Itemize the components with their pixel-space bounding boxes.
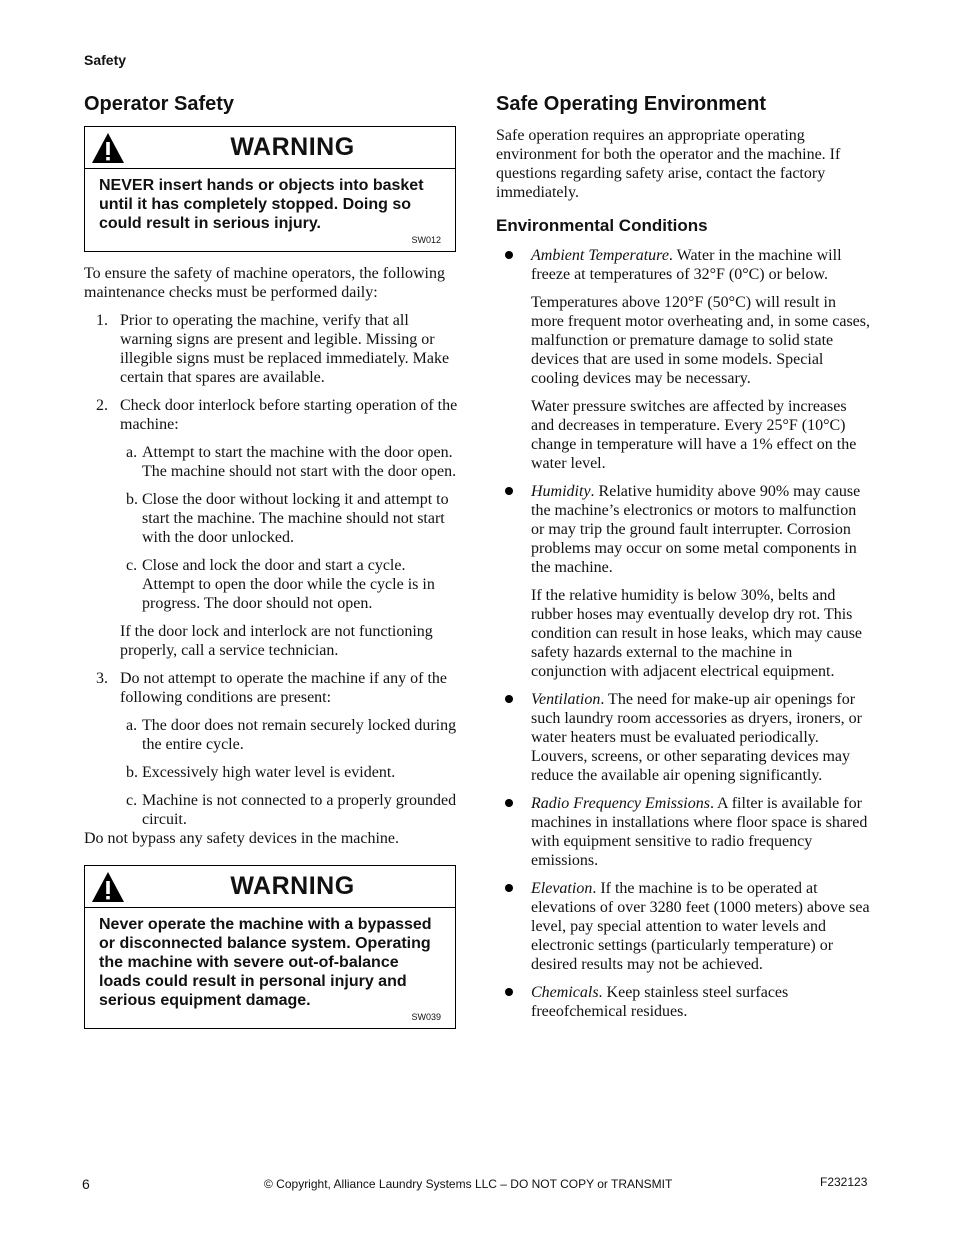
sub-list-item: [120, 763, 459, 782]
sub-list-letter: b.: [126, 491, 138, 508]
list-number: 2.: [96, 397, 108, 414]
condition-text: . If the machine is to be operated at elevations of over 3280 feet (1000 meters) above sea level, pay special attention to water levels and electronic settings (particularly temperature) or desired results may not be achieved.: [531, 880, 870, 973]
environment-intro: Safe operation requires an appropriate operating environment for both the operator and the machine. If questions regarding safety arise, contact the factory immediately.: [496, 127, 841, 201]
condition-term: Ambient Temperature: [531, 247, 669, 264]
bullet-icon: [505, 988, 513, 996]
list-item-text: Do not attempt to operate the machine if any of the following conditions are present:: [120, 670, 447, 706]
sub-list: [120, 716, 459, 829]
sub-list-item: [120, 716, 459, 754]
sub-list-item: [120, 490, 459, 547]
condition-text: . The need for make-up air openings for such laundry room accessories as dryers, ironers, or water heaters must be evaluated periodically. Louvers, screens, or other separating devices may reduce the available air opening significantly.: [531, 691, 863, 784]
warning-code: SW039: [411, 1012, 441, 1022]
list-item-text: Check door interlock before starting operation of the machine:: [120, 397, 458, 433]
environmental-conditions-heading: Environmental Conditions: [496, 216, 708, 235]
page-number: 6: [82, 1176, 90, 1192]
bullet-icon: [505, 487, 513, 495]
bullet-icon: [505, 884, 513, 892]
list-item-text: Prior to operating the machine, verify that all warning signs are present and legible. Missing or illegible signs must be replaced immediately. Make certain that spares are available.: [120, 312, 450, 386]
warning-box-2: [84, 865, 456, 1029]
sub-list-letter: a.: [126, 444, 138, 461]
operator-safety-heading: Operator Safety: [84, 93, 235, 115]
sub-list-text: Close and lock the door and start a cycle. Attempt to open the door while the cycle is in progress. The door should not open.: [142, 557, 435, 612]
condition-text: . Water in the machine will freeze at temperatures of 32°F (0°C) or below.: [531, 247, 842, 283]
list-item: [496, 794, 871, 870]
warning-body: [85, 908, 455, 1028]
condition-paragraph: Temperatures above 120°F (50°C) will result in more frequent motor overheating and, in some cases, malfunction or premature damage to solid state devices that are used in some models. Special cooling devices may be necessary.: [531, 294, 870, 387]
warning-header: [85, 127, 455, 169]
document-id: F232123: [820, 1175, 868, 1189]
right-column: [496, 92, 871, 1030]
list-item: [496, 482, 871, 681]
warning-body: [85, 169, 455, 251]
section-header: Safety: [84, 52, 127, 68]
condition-text: . Relative humidity above 90% may cause the machine’s electronics or motors to malfunction or may trip the ground fault interrupter. Corrosion problems may occur on some metal components in the machine.: [531, 483, 861, 576]
conditions-list: [496, 246, 871, 1021]
list-number: 3.: [96, 670, 108, 687]
list-item: [84, 396, 459, 660]
warning-triangle-icon: [85, 866, 130, 907]
sub-list-letter: c.: [126, 557, 138, 574]
sub-list-text: Excessively high water level is evident.: [142, 764, 396, 781]
list-item: [84, 311, 459, 387]
condition-text: . A filter is available for machines in installations where floor space is shared with equipment sensitive to radio frequency emissions.: [531, 795, 868, 869]
sub-list-item: [120, 556, 459, 613]
sub-list-text: Machine is not connected to a properly grounded circuit.: [142, 792, 457, 828]
bullet-icon: [505, 251, 513, 259]
warning-box-1: [84, 126, 456, 252]
list-item: [496, 879, 871, 974]
warning-triangle-icon: [85, 127, 130, 168]
sub-list-text: Close the door without locking it and attempt to start the machine. The machine should not start with the door unlocked.: [142, 491, 449, 546]
condition-term: Radio Frequency Emissions: [531, 795, 710, 812]
bullet-icon: [505, 799, 513, 807]
condition-term: Elevation: [531, 880, 593, 897]
environment-heading: Safe Operating Environment: [496, 93, 767, 115]
condition-paragraph: If the relative humidity is below 30%, belts and rubber hoses may eventually develop dry rot. This condition can result in hose leaks, which may cause safety hazards external to the machine in conjunction with adjacent electrical equipment.: [531, 587, 863, 680]
warning-title: WARNING: [230, 133, 355, 161]
bullet-icon: [505, 695, 513, 703]
list-item: [84, 669, 459, 829]
intro-paragraph: To ensure the safety of machine operators, the following maintenance checks must be performed daily:: [84, 265, 445, 301]
sub-list-item: [120, 443, 459, 481]
warning-text: NEVER insert hands or objects into basket until it has completely stopped. Doing so could result in serious injury.: [99, 177, 424, 232]
list-item: [496, 246, 871, 473]
sub-list-text: The door does not remain securely locked during the entire cycle.: [142, 717, 457, 753]
warning-text: Never operate the machine with a bypassed or disconnected balance system. Operating the machine with severe out-of-balance loads could result in personal injury and serious equipment damage.: [99, 916, 432, 1009]
sub-list-text: Attempt to start the machine with the door open. The machine should not start with the door open.: [142, 444, 457, 480]
warning-title: WARNING: [230, 872, 355, 900]
condition-term: Humidity: [531, 483, 591, 500]
condition-text: . Keep stainless steel surfaces freeofchemical residues.: [531, 984, 789, 1020]
list-item: [496, 983, 871, 1021]
condition-term: Ventilation: [531, 691, 601, 708]
warning-header: [85, 866, 455, 908]
sub-list-item: [120, 791, 459, 829]
sub-list-letter: a.: [126, 717, 138, 734]
interlock-note: If the door lock and interlock are not functioning properly, call a service technician.: [120, 623, 433, 659]
left-column: [84, 92, 459, 1029]
list-item: [496, 690, 871, 785]
sub-list: [120, 443, 459, 613]
copyright-notice: © Copyright, Alliance Laundry Systems LLC – DO NOT COPY or TRANSMIT: [264, 1177, 673, 1191]
list-number: 1.: [96, 312, 108, 329]
condition-paragraph: Water pressure switches are affected by increases and decreases in temperature. Every 25°F (10°C) change in temperature will have a 1% effect on the water level.: [531, 398, 857, 472]
daily-checks-list: [84, 311, 459, 829]
sub-list-letter: c.: [126, 792, 138, 809]
condition-term: Chemicals: [531, 984, 599, 1001]
closing-paragraph: Do not bypass any safety devices in the machine.: [84, 830, 400, 847]
warning-code: SW012: [411, 235, 441, 245]
sub-list-letter: b.: [126, 764, 138, 781]
